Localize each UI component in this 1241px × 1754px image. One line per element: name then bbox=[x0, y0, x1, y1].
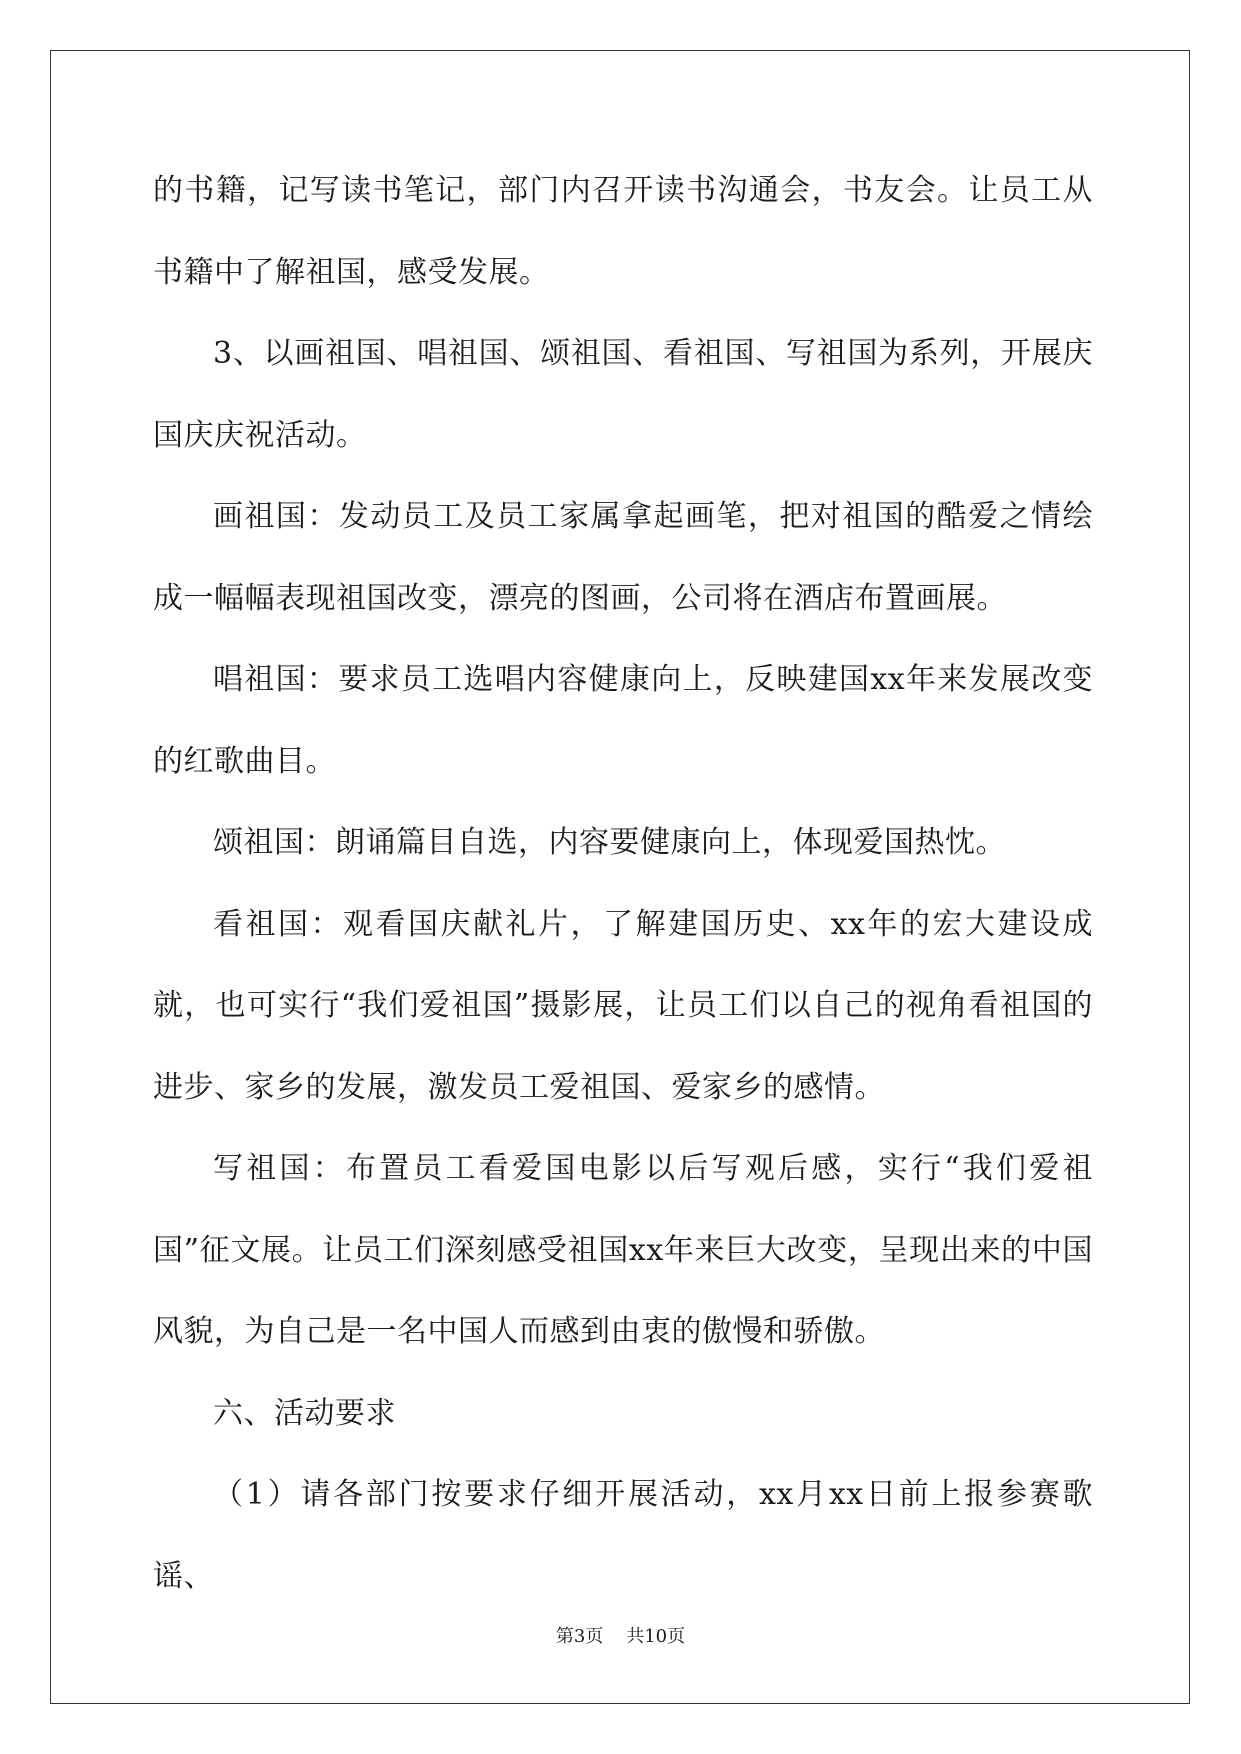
paragraph-5: 颂祖国：朗诵篇目自选，内容要健康向上，体现爱国热忱。 bbox=[213, 825, 1006, 860]
paragraph-7: 写祖国：布置员工看爱国电影以后写观后感，实行“我们爱祖国”征文展。让员工们深刻感受祖国xx年来巨大改变，呈现出来的中国风貌，为自己是一名中国人而感到由衷的傲慢和骄傲。 bbox=[153, 1151, 1093, 1349]
paragraph-2: 3、以画祖国、唱祖国、颂祖国、看祖国、写祖国为系列，开展庆国庆庆祝活动。 bbox=[153, 336, 1093, 453]
paragraph-8: （1）请各部门按要求仔细开展活动，xx月xx日前上报参赛歌谣、 bbox=[153, 1477, 1093, 1594]
paragraph-1: 的书籍，记写读书笔记，部门内召开读书沟通会，书友会。让员工从书籍中了解祖国，感受发展。 bbox=[153, 173, 1093, 290]
section-heading: 六、活动要求 bbox=[213, 1395, 396, 1431]
paragraph-3: 画祖国：发动员工及员工家属拿起画笔，把对祖国的酷爱之情绘成一幅幅表现祖国改变，漂亮的图画，公司将在酒店布置画展。 bbox=[153, 499, 1093, 616]
page-number-total: 共10页 bbox=[626, 1626, 686, 1647]
paragraph-6: 看祖国：观看国庆献礼片，了解建国历史、xx年的宏大建设成就，也可实行“我们爱祖国”摄影展，让员工们以自己的视角看祖国的进步、家乡的发展，激发员工爱祖国、爱家乡的感情。 bbox=[153, 906, 1093, 1105]
page-footer bbox=[0, 1622, 1241, 1648]
document-body bbox=[153, 150, 1093, 1617]
footer-gap bbox=[603, 1626, 626, 1647]
page-number-current: 第3页 bbox=[555, 1626, 604, 1647]
paragraph-4: 唱祖国：要求员工选唱内容健康向上，反映建国xx年来发展改变的红歌曲目。 bbox=[153, 662, 1093, 779]
